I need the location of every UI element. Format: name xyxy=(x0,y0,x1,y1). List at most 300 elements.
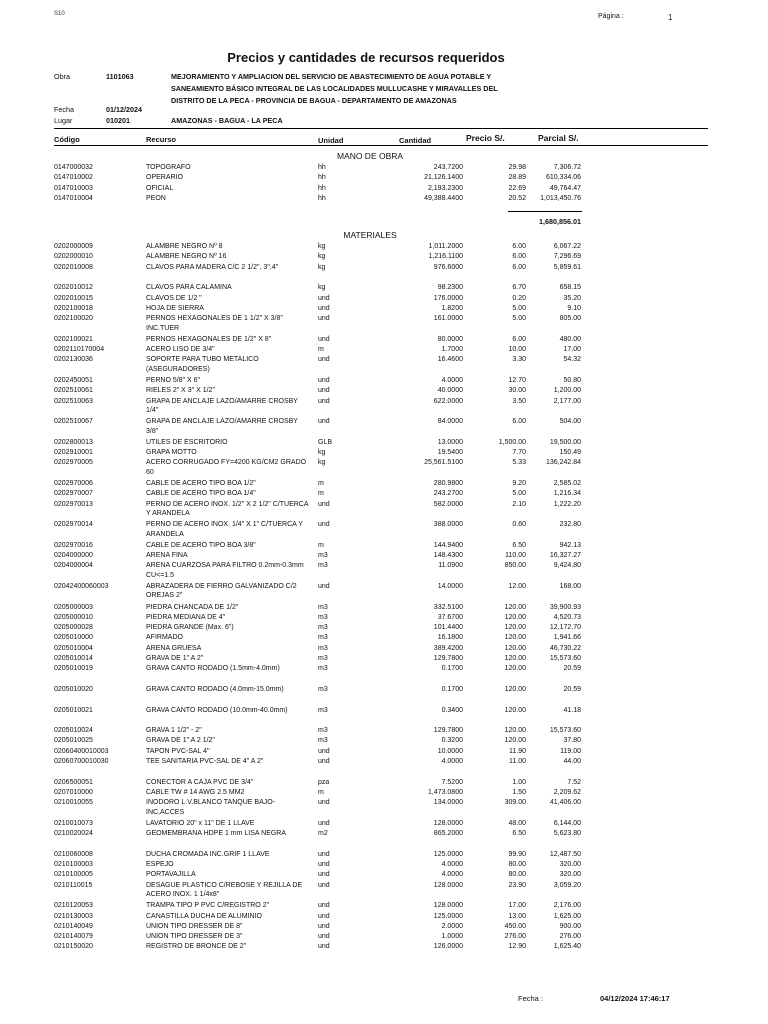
resource-price: 1,500.00 xyxy=(498,438,526,446)
resource-unit: m3 xyxy=(318,727,328,735)
resource-price: 120.00 xyxy=(504,655,526,662)
subtotal-mano-de-obra: 1,680,856.01 xyxy=(539,217,581,226)
resource-partial: 1,625.00 xyxy=(553,912,581,920)
resource-description: CLAVOS PARA MADERA C/C 2 1/2", 3",4" xyxy=(146,263,279,271)
resource-unit: hh xyxy=(318,194,326,202)
resource-price: 6.00 xyxy=(512,263,526,271)
resource-unit: m xyxy=(318,346,324,353)
resource-partial: 119.00 xyxy=(560,747,581,755)
resource-partial: 4,520.73 xyxy=(553,613,581,621)
resource-partial: 168.00 xyxy=(559,582,581,590)
section-mano-de-obra: MANO DE OBRA xyxy=(336,151,404,161)
col-cantidad: Cantidad xyxy=(399,136,432,145)
resource-partial: 12,487.50 xyxy=(549,850,581,858)
resource-partial: 16,327.27 xyxy=(549,552,581,559)
resource-partial: 5,859.61 xyxy=(553,263,581,271)
resource-unit: und xyxy=(318,912,330,920)
resource-unit: kg xyxy=(318,263,326,271)
resource-description: ABRAZADERA DE FIERRO GALVANIZADO C/2 OREJAS 2" xyxy=(146,582,297,600)
resource-quantity: 21,126.1400 xyxy=(424,174,463,182)
resource-partial: 7,306.72 xyxy=(553,164,581,171)
resource-description: TAPON PVC-SAL 4" xyxy=(146,747,210,755)
resource-description: CLAVOS PARA CALAMINA xyxy=(146,284,232,292)
resource-price: 20.52 xyxy=(508,194,526,202)
resource-price: 120.00 xyxy=(504,634,526,642)
resource-code: 0210100003 xyxy=(54,861,93,868)
resource-price: 48.00 xyxy=(508,819,526,827)
subtotal-rule xyxy=(508,211,582,212)
resource-code: 0205010019 xyxy=(54,665,93,673)
resource-price: 120.00 xyxy=(504,727,526,735)
resource-code: 0205010020 xyxy=(54,685,93,693)
resource-partial: 5,623.80 xyxy=(553,830,581,838)
resource-partial: 3,059.20 xyxy=(553,881,581,889)
resource-quantity: 144.9400 xyxy=(433,541,463,549)
resource-code: 0202100021 xyxy=(54,335,93,343)
resource-code: 0210120053 xyxy=(54,902,93,910)
resource-quantity: 134.0000 xyxy=(433,799,463,807)
resource-unit: kg xyxy=(318,284,326,292)
resource-unit: m3 xyxy=(318,634,328,642)
resource-partial: 1,013,450.76 xyxy=(540,194,581,202)
resource-unit: und xyxy=(318,922,330,930)
resource-price: 120.00 xyxy=(504,665,526,673)
resource-code: 0210010055 xyxy=(54,799,93,807)
resource-quantity: 243.7200 xyxy=(433,164,463,171)
header-top-rule xyxy=(54,128,708,129)
resource-description: UTILES DE ESCRITORIO xyxy=(146,438,228,446)
obra-code: 1101063 xyxy=(106,72,134,81)
resource-unit: und xyxy=(318,582,330,590)
resource-price: 0.20 xyxy=(512,294,526,302)
resource-code: 0205010021 xyxy=(54,706,93,714)
resource-quantity: 16.4600 xyxy=(437,356,463,364)
resource-code: 0202000009 xyxy=(54,243,93,250)
resource-price: 6.50 xyxy=(512,541,526,549)
resource-price: 10.00 xyxy=(508,346,526,353)
resource-unit: und xyxy=(318,902,330,910)
resource-price: 23.90 xyxy=(508,881,526,889)
resource-description: CABLE DE ACERO TIPO BOA 1/4" xyxy=(146,490,256,498)
resource-partial: 41,406.00 xyxy=(549,799,581,807)
resource-unit: m3 xyxy=(318,737,328,745)
resource-code: 0202010012 xyxy=(54,284,93,292)
resource-unit: und xyxy=(318,356,330,364)
resource-code: 0202970005 xyxy=(54,459,93,467)
resource-quantity: 125.0000 xyxy=(433,912,463,920)
resource-quantity: 129.7800 xyxy=(433,727,463,735)
resource-quantity: 388.0000 xyxy=(433,521,463,529)
resource-quantity: 2,193.2300 xyxy=(427,184,463,192)
col-unidad: Unidad xyxy=(318,136,344,145)
resource-unit: m3 xyxy=(318,562,328,570)
resource-price: 12.70 xyxy=(508,376,526,384)
resource-code: 0205000010 xyxy=(54,613,93,621)
resource-price: 80.00 xyxy=(508,871,526,879)
resource-code: 0205010000 xyxy=(54,634,93,642)
resource-price: 120.00 xyxy=(504,706,526,714)
resource-partial: 2,177.00 xyxy=(553,397,581,405)
resource-unit: m3 xyxy=(318,655,328,662)
resource-description: OPERARIO xyxy=(146,174,183,182)
resource-unit: hh xyxy=(318,164,326,171)
resource-quantity: 19.5400 xyxy=(437,449,463,456)
resource-quantity: 4.0000 xyxy=(441,376,463,384)
col-recurso: Recurso xyxy=(146,135,177,144)
resource-description: ARENA GRUESA xyxy=(146,644,202,652)
resource-price: 2.10 xyxy=(512,500,526,508)
resource-description: CONECTOR A CAJA PVC DE 3/4" xyxy=(146,778,254,786)
resource-code: 0202970007 xyxy=(54,490,93,498)
resource-price: 6.00 xyxy=(512,418,526,426)
resource-partial: 2,209.62 xyxy=(553,788,581,796)
resource-unit: und xyxy=(318,335,330,343)
resource-description: GRAPA DE ANCLAJE LAZO/AMARRE CROSBY 3/8" xyxy=(146,418,298,435)
obra-label: Obra xyxy=(54,72,70,81)
resource-partial: 50.80 xyxy=(563,376,581,384)
resource-code: 0202100020 xyxy=(54,315,93,323)
resource-partial: 7.52 xyxy=(567,778,581,786)
resource-price: 110.00 xyxy=(505,552,526,559)
resource-quantity: 1.8200 xyxy=(441,304,463,312)
resource-description: UNION TIPO DRESSER DE 8" xyxy=(146,922,243,930)
fecha-value: 01/12/2024 xyxy=(106,105,142,114)
resource-unit: kg xyxy=(318,243,326,250)
resource-code: 0202910001 xyxy=(54,449,93,456)
resource-partial: 136,242.84 xyxy=(545,459,581,467)
resource-description: UNION TIPO DRESSER DE 3" xyxy=(146,933,243,941)
resource-unit: und xyxy=(318,521,330,529)
resource-code: 0210150020 xyxy=(54,943,93,951)
resource-quantity: 128.0000 xyxy=(433,902,463,910)
resource-quantity: 125.0000 xyxy=(433,850,463,858)
report-code: S10 xyxy=(54,11,65,17)
resource-unit: und xyxy=(318,294,330,302)
resource-unit: und xyxy=(318,315,330,323)
resource-price: 3.50 xyxy=(512,397,526,405)
resource-code: 0202970014 xyxy=(54,521,93,529)
obra-description xyxy=(171,71,516,107)
resource-price: 99.90 xyxy=(508,850,526,858)
resource-description: GRAVA DE 1" A 2 1/2" xyxy=(146,737,215,745)
resource-code: 0202970013 xyxy=(54,500,93,508)
header-bottom-rule xyxy=(54,145,708,146)
resource-price: 1.50 xyxy=(512,788,526,796)
resource-price: 30.00 xyxy=(508,387,526,395)
resource-quantity: 14.0000 xyxy=(437,582,463,590)
resource-quantity: 128.0000 xyxy=(433,819,463,827)
resource-code: 0205010024 xyxy=(54,727,93,735)
resource-code: 0202000010 xyxy=(54,253,93,261)
resource-description: TEE SANITARIA PVC-SAL DE 4" A 2" xyxy=(146,758,264,765)
resource-price: 850.00 xyxy=(504,562,526,570)
resource-description: ARENA FINA xyxy=(146,552,188,559)
resource-unit: und xyxy=(318,799,330,807)
resource-unit: und xyxy=(318,376,330,384)
resource-code: 0202510067 xyxy=(54,418,93,426)
lugar-label: Lugar xyxy=(54,116,73,125)
resource-price: 120.00 xyxy=(504,603,526,611)
resource-description: CABLE DE ACERO TIPO BOA 1/2" xyxy=(146,479,256,487)
resource-code: 0205010004 xyxy=(54,644,93,652)
resource-description: PERNOS HEXAGONALES DE 1/2" X 8" xyxy=(146,335,272,343)
resource-unit: m3 xyxy=(318,552,328,559)
resource-quantity: 2.0000 xyxy=(441,922,463,930)
resource-unit: kg xyxy=(318,253,326,261)
resource-quantity: 101.4400 xyxy=(433,624,463,632)
resource-quantity: 80.0000 xyxy=(437,335,463,343)
resource-price: 120.00 xyxy=(504,644,526,652)
resource-quantity: 280.9800 xyxy=(433,479,463,487)
fecha-label: Fecha xyxy=(54,105,74,114)
resource-description: GRAVA 1 1/2" - 2" xyxy=(146,727,202,735)
resource-quantity: 243.2700 xyxy=(433,490,463,498)
resource-unit: m3 xyxy=(318,613,328,621)
resource-partial: 15,573.60 xyxy=(549,727,581,735)
resource-description: ESPEJO xyxy=(146,861,174,868)
resource-quantity: 161.0000 xyxy=(433,315,463,323)
resource-partial: 150.49 xyxy=(559,449,581,456)
resource-unit: und xyxy=(318,861,330,868)
resource-unit: m3 xyxy=(318,624,328,632)
resource-code: 0205000003 xyxy=(54,603,93,611)
resource-code: 0202130036 xyxy=(54,356,93,364)
resource-code: 0206500051 xyxy=(54,778,93,786)
resource-description: AFIRMADO xyxy=(146,634,183,642)
resource-description: RIELES 2" X 3" X 1/2" xyxy=(146,387,215,395)
resource-code: 0210130003 xyxy=(54,912,93,920)
resource-code: 0207010000 xyxy=(54,788,93,796)
resource-price: 6.00 xyxy=(512,335,526,343)
resource-description: GRAPA DE ANCLAJE LAZO/AMARRE CROSBY 1/4" xyxy=(146,397,298,415)
resource-quantity: 865.2000 xyxy=(433,830,463,838)
page-number: 1 xyxy=(668,13,673,22)
resource-partial: 37.80 xyxy=(563,737,581,745)
resource-partial: 320.00 xyxy=(559,861,581,868)
resource-quantity: 84.0000 xyxy=(437,418,463,426)
col-parcial: Parcial S/. xyxy=(538,133,579,143)
resource-unit: m3 xyxy=(318,706,328,714)
resource-partial: 7,296.69 xyxy=(553,253,581,261)
resource-partial: 1,625.40 xyxy=(553,943,581,951)
resource-description: CABLE TW # 14 AWG 2.5 MM2 xyxy=(146,788,245,796)
resource-partial: 320.00 xyxy=(559,871,581,879)
resource-description: ALAMBRE NEGRO Nº 8 xyxy=(146,243,223,250)
resource-partial: 44.00 xyxy=(563,758,581,765)
resource-quantity: 25,561.5100 xyxy=(424,459,463,467)
resource-code: 0210060008 xyxy=(54,850,93,858)
obra-desc-line: SANEAMIENTO BÁSICO INTEGRAL DE LAS LOCALIDADES MULLUCASHE Y MIRAVALLES DEL xyxy=(171,84,498,93)
resource-partial: 9,424.80 xyxy=(553,562,581,570)
resource-unit: und xyxy=(318,881,330,889)
resource-unit: und xyxy=(318,304,330,312)
resource-code: 0202510063 xyxy=(54,397,93,405)
resource-quantity: 332.5100 xyxy=(433,603,463,611)
resource-description: PIEDRA GRANDE (Max. 6") xyxy=(146,624,234,632)
resource-price: 11.00 xyxy=(509,758,526,765)
resource-unit: und xyxy=(318,871,330,879)
resource-unit: pza xyxy=(318,778,330,786)
resource-code: 0205000028 xyxy=(54,624,93,632)
resource-price: 6.00 xyxy=(512,243,526,250)
resource-partial: 1,200.00 xyxy=(553,387,581,395)
resource-description: DESAGUE PLASTICO C/REBOSE Y REJILLA DE ACERO INOX. 1 1/4x8" xyxy=(146,881,303,899)
resource-description: GRAVA CANTO RODADO (4.0mm-15.0mm) xyxy=(146,685,284,693)
resource-quantity: 10.0000 xyxy=(437,747,463,755)
resource-code: 0210140079 xyxy=(54,933,93,941)
resource-partial: 6,067.22 xyxy=(553,243,581,250)
resource-description: ALAMBRE NEGRO Nº 16 xyxy=(146,253,227,261)
resource-quantity: 622.0000 xyxy=(433,397,463,405)
resource-price: 6.50 xyxy=(512,830,526,838)
resource-unit: und xyxy=(318,850,330,858)
resource-code: 0204000000 xyxy=(54,552,93,559)
resource-partial: 54.32 xyxy=(563,356,581,364)
resource-price: 9.20 xyxy=(512,479,526,487)
obra-desc-line: MEJORAMIENTO Y AMPLIACION DEL SERVICIO DE ABASTECIMIENTO DE AGUA POTABLE Y xyxy=(171,72,492,81)
resource-quantity: 148.4300 xyxy=(433,552,463,559)
resource-quantity: 1.7000 xyxy=(441,346,463,353)
resource-code: 0210100005 xyxy=(54,871,93,879)
resource-quantity: 129.7800 xyxy=(433,655,463,662)
resource-quantity: 16.1800 xyxy=(437,634,463,642)
lugar-code: 010201 xyxy=(106,116,130,125)
resource-partial: 9.10 xyxy=(567,304,581,312)
resource-price: 5.33 xyxy=(512,459,526,467)
footer-fecha-label: Fecha : xyxy=(518,994,544,1003)
resource-unit: m3 xyxy=(318,665,328,673)
resource-partial: 610,334.06 xyxy=(545,174,581,182)
resource-unit: und xyxy=(318,933,330,941)
resource-description: SOPORTE PARA TUBO METALICO (ASEGURADORES) xyxy=(146,356,259,373)
resource-unit: und xyxy=(318,500,330,508)
resource-price: 5.00 xyxy=(512,304,526,312)
resource-description: PERNO DE ACERO INOX. 1/4" X 1" C/TUERCA Y ARANDELA xyxy=(146,521,303,538)
resource-partial: 41.18 xyxy=(563,706,581,714)
resource-description: TRAMPA TIPO P PVC C/REGISTRO 2" xyxy=(146,902,270,910)
resource-code: 0202110170004 xyxy=(54,346,105,353)
resource-unit: m xyxy=(318,541,324,549)
resource-quantity: 11.0900 xyxy=(438,562,463,570)
resource-unit: m xyxy=(318,490,324,498)
resource-price: 450.00 xyxy=(504,922,526,930)
resource-quantity: 4.0000 xyxy=(441,758,463,765)
resource-price: 5.00 xyxy=(512,490,526,498)
resource-code: 0205010025 xyxy=(54,737,93,745)
resource-description: GEOMEMBRANA HDPE 1 mm LISA NEGRA xyxy=(146,830,287,838)
resource-partial: 49,764.47 xyxy=(549,184,581,192)
resource-price: 1.00 xyxy=(512,778,526,786)
resource-code: 0202010015 xyxy=(54,294,93,302)
resource-quantity: 0.3200 xyxy=(441,737,463,745)
resource-partial: 17.00 xyxy=(563,346,581,353)
resource-price: 309.00 xyxy=(504,799,526,807)
resource-code: 0202970016 xyxy=(54,541,93,549)
resource-partial: 6,144.00 xyxy=(553,819,581,827)
resource-price: 29.98 xyxy=(508,164,526,171)
resource-unit: hh xyxy=(318,174,326,182)
resource-price: 13.00 xyxy=(508,912,526,920)
resource-description: GRAVA CANTO RODADO (10.0mm-40.0mm) xyxy=(146,706,288,714)
resource-description: PIEDRA CHANCADA DE 1/2" xyxy=(146,603,239,611)
resource-description: INODORO L.V.BLANCO TANQUE BAJO-INC,ACCES xyxy=(146,799,276,816)
resource-price: 11.90 xyxy=(509,747,526,755)
resource-price: 0.60 xyxy=(512,521,526,529)
resource-description: PORTAVAJILLA xyxy=(146,871,196,879)
resource-partial: 480.00 xyxy=(559,335,581,343)
resource-quantity: 0.3400 xyxy=(441,706,463,714)
resource-description: CABLE DE ACERO TIPO BOA 3/8" xyxy=(146,541,256,549)
resource-unit: und xyxy=(318,387,330,395)
resource-partial: 504.00 xyxy=(559,418,581,426)
lugar-description: AMAZONAS - BAGUA - LA PECA xyxy=(171,116,283,125)
resource-partial: 1,216.34 xyxy=(553,490,581,498)
resource-price: 7.70 xyxy=(512,449,526,456)
resource-quantity: 13.0000 xyxy=(437,438,463,446)
resource-description: CLAVOS DE 1/2 " xyxy=(146,294,202,302)
resource-quantity: 0.1700 xyxy=(441,665,463,673)
resource-partial: 276.00 xyxy=(559,933,581,941)
resource-code: 0210140049 xyxy=(54,922,93,930)
resource-price: 80.00 xyxy=(508,861,526,868)
resource-price: 6.70 xyxy=(512,284,526,292)
resource-description: PERNO DE ACERO INOX. 1/2" X 2 1/2" C/TUERCA Y ARANDELA xyxy=(146,500,309,518)
resource-partial: 19,500.00 xyxy=(549,438,581,446)
resource-quantity: 7.5200 xyxy=(441,778,463,786)
resource-unit: kg xyxy=(318,459,326,467)
resource-code: 0210110015 xyxy=(54,881,93,889)
resource-unit: und xyxy=(318,397,330,405)
section-materiales: MATERIALES xyxy=(343,230,397,240)
resource-description: CANASTILLA DUCHA DE ALUMINIO xyxy=(146,912,262,920)
resource-quantity: 1,011.2000 xyxy=(428,243,463,250)
resource-quantity: 128.0000 xyxy=(433,881,463,889)
resource-description: TOPOGRAFO xyxy=(146,164,191,171)
resource-description: GRAVA CANTO RODADO (1.5mm-4.0mm) xyxy=(146,665,280,673)
resource-quantity: 582.0000 xyxy=(433,500,463,508)
resource-description: DUCHA CROMADA INC.GRIF 1 LLAVE xyxy=(146,850,270,858)
resource-price: 17.00 xyxy=(508,902,526,910)
resource-partial: 805.00 xyxy=(559,315,581,323)
resource-unit: GLB xyxy=(318,438,333,446)
resource-unit: m3 xyxy=(318,685,328,693)
resource-code: 0202800013 xyxy=(54,438,93,446)
resource-partial: 20.59 xyxy=(563,665,581,673)
resource-partial: 46,730.22 xyxy=(549,644,581,652)
resource-code: 02042400060003 xyxy=(54,582,109,590)
resource-code: 0202510061 xyxy=(54,387,93,395)
resource-unit: und xyxy=(318,747,330,755)
footer-fecha-value: 04/12/2024 17:46:17 xyxy=(600,994,670,1003)
resource-description: PEON xyxy=(146,194,166,202)
resource-code: 0147010004 xyxy=(54,194,93,202)
resource-partial: 658.15 xyxy=(559,284,581,292)
resource-description: ACERO LISO DE 3/4" xyxy=(146,346,215,353)
resource-code: 0210020024 xyxy=(54,830,93,838)
resource-code: 0202450051 xyxy=(54,376,93,384)
resource-partial: 2,176.00 xyxy=(553,902,581,910)
resource-price: 276.00 xyxy=(504,933,526,941)
resource-quantity: 176.0000 xyxy=(433,294,463,302)
resource-code: 0205010014 xyxy=(54,655,93,662)
resource-quantity: 1.0000 xyxy=(441,933,463,941)
resource-description: GRAPA MOTTO xyxy=(146,449,197,456)
resource-partial: 1,222.20 xyxy=(553,500,581,508)
resource-unit: kg xyxy=(318,449,326,456)
resource-unit: m3 xyxy=(318,603,328,611)
resource-quantity: 1,216.1100 xyxy=(428,253,463,261)
resource-description: GRAVA DE 1" A 2" xyxy=(146,655,204,662)
